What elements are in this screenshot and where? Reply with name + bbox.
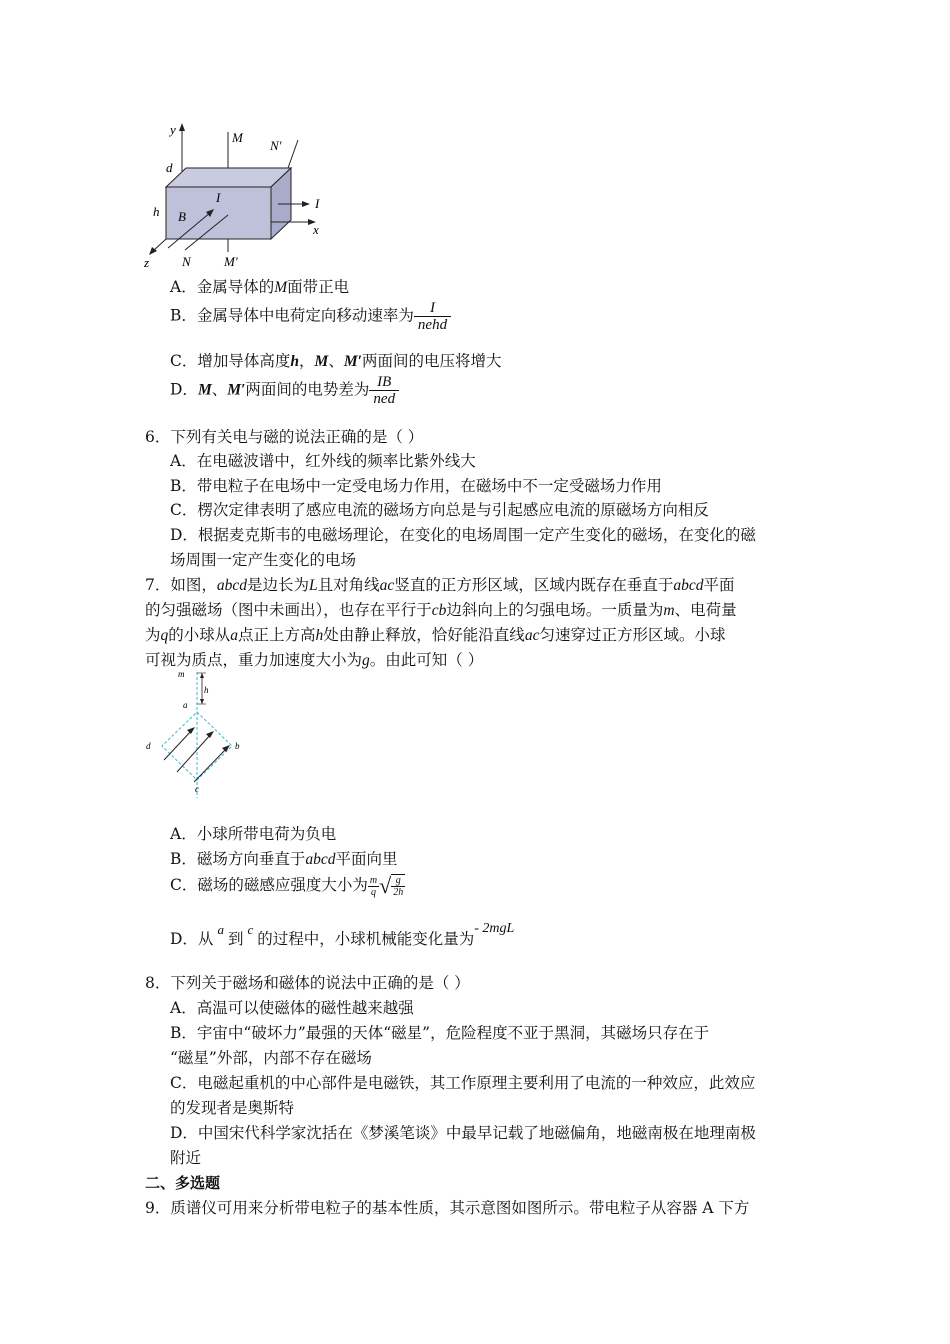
q7-stem-line4: 可视为质点，重力加速度大小为g。由此可知（ ）: [145, 651, 484, 669]
fraction: $\frac{IB}{\text{ned}}$: [369, 374, 399, 407]
q8-option-c-line2: 的发现者是奥斯特: [170, 1099, 295, 1117]
q7-figure: [140, 668, 250, 800]
fig5-M: M: [232, 130, 243, 145]
fig7-c: c: [195, 784, 199, 794]
fig7-h: h: [204, 685, 209, 695]
q7-stem-line1: 7．如图，abcd是边长为L且对角线ac竖直的正方形区域，区域内既存在垂直于abcd平面: [145, 576, 735, 594]
fig5-B: B: [178, 209, 186, 224]
q8-option-d-line2: 附近: [170, 1149, 202, 1167]
q5-option-a: A．金属导体的M面带正电: [170, 278, 350, 296]
q8-stem: 8．下列关于磁场和磁体的说法中正确的是（ ）: [145, 974, 470, 992]
q7-option-a: A．小球所带电荷为负电: [170, 825, 337, 843]
q6-option-a: A．在电磁波谱中，红外线的频率比紫外线大: [170, 452, 476, 470]
q6-option-d-line1: D．根据麦克斯韦的电磁场理论，在变化的电场周围一定产生变化的磁场，在变化的磁: [170, 526, 756, 544]
q7-stem-line2: 的匀强磁场（图中未画出），也存在平行于cb边斜向上的匀强电场。一质量为m、电荷量: [145, 601, 737, 619]
q8-option-b-line2: “磁星”外部，内部不存在磁场: [170, 1049, 372, 1067]
q7-option-b: B．磁场方向垂直于abcd平面向里: [170, 850, 398, 868]
fig7-b: b: [235, 741, 240, 751]
q8-option-c-line1: C．电磁起重机的中心部件是电磁铁，其工作原理主要利用了电流的一种效应，此效应: [170, 1074, 756, 1092]
q9-stem: 9．质谱仪可用来分析带电粒子的基本性质，其示意图如图所示。带电粒子从容器 A 下方: [145, 1199, 750, 1217]
section-heading: 二、多选题: [145, 1174, 221, 1192]
q8-option-a: A．高温可以使磁体的磁性越来越强: [170, 999, 414, 1017]
q6-stem: 6．下列有关电与磁的说法正确的是（ ）: [145, 428, 424, 446]
q5-option-b: B．金属导体中电荷定向移动速率为 $\frac{I}{\text{nehd}}$: [170, 300, 451, 333]
q6-option-c: C．楞次定律表明了感应电流的磁场方向总是与引起感应电流的原磁场方向相反: [170, 501, 709, 519]
q7-option-c: C．磁场的磁感应强度大小为 $\frac{m}{q}$ √ $\frac{g}{2h}$: [170, 873, 404, 898]
q7-option-d: D．从$^a$到$^c$的过程中，小球机械能变化量为- 2mgL: [170, 921, 515, 948]
q5-option-c: C．增加导体高度h，M、M′两面间的电压将增大: [170, 352, 502, 370]
q8-option-b-line1: B．宇宙中“破坏力”最强的天体“磁星”，危险程度不亚于黑洞，其磁场只存在于: [170, 1024, 710, 1042]
fig5-Nprime: N′: [270, 138, 282, 153]
fig5-Mprime: M′: [224, 254, 238, 269]
q7-stem-line3: 为q的小球从a点正上方高h处由静止释放，恰好能沿直线ac匀速穿过正方形区域。小球: [145, 626, 726, 644]
fig7-a: a: [183, 700, 188, 710]
fig5-N: N: [182, 254, 191, 269]
q5-figure: [138, 120, 338, 270]
fig5-I-arrow: I: [315, 196, 320, 211]
fig5-x: x: [313, 222, 319, 237]
q6-option-b: B．带电粒子在电场中一定受电场力作用，在磁场中不一定受磁场力作用: [170, 477, 662, 495]
fig7-m: m: [178, 669, 185, 679]
sqrt: √ $\frac{g}{2h}$: [379, 873, 404, 898]
fraction: $\frac{I}{\text{nehd}}$: [414, 300, 451, 333]
fig5-I-face: I: [216, 190, 221, 205]
fig5-y: y: [170, 122, 176, 137]
fig5-d: d: [166, 160, 173, 175]
fig7-d: d: [146, 741, 151, 751]
fig5-z: z: [144, 255, 150, 270]
fig5-h: h: [153, 204, 160, 219]
fraction: $\frac{m}{q}$: [369, 874, 378, 898]
q8-option-d-line1: D．中国宋代科学家沈括在《梦溪笔谈》中最早记载了地磁偏角，地磁南极在地理南极: [170, 1124, 756, 1142]
q5-option-d: D．M、M′两面间的电势差为 $\frac{IB}{\text{ned}}$: [170, 374, 399, 407]
q6-option-d-line2: 场周围一定产生变化的电场: [170, 551, 357, 569]
